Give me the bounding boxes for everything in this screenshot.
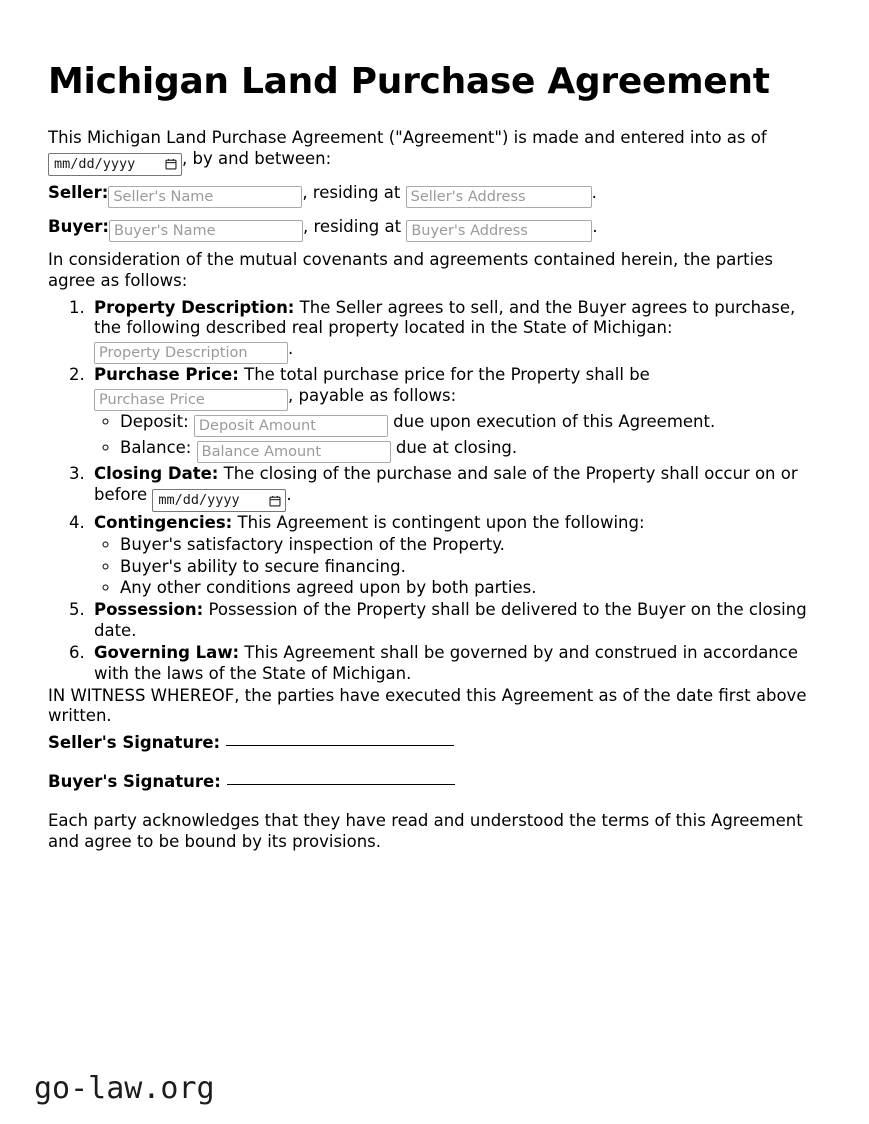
possession-label: Possession: bbox=[94, 599, 204, 619]
seller-party-line bbox=[48, 182, 821, 208]
term-purchase-price bbox=[90, 365, 821, 463]
closing-date-placeholder: mm/dd/yyyy bbox=[158, 492, 240, 509]
contingencies-text: This Agreement is contingent upon the following: bbox=[237, 513, 645, 533]
seller-name-input[interactable] bbox=[108, 186, 302, 208]
term-contingencies bbox=[90, 513, 821, 598]
deposit-amount-input[interactable] bbox=[194, 415, 388, 437]
seller-signature-label: Seller's Signature: bbox=[48, 733, 221, 753]
payment-breakdown-list bbox=[94, 411, 821, 463]
possession-text: Possession of the Property shall be delivered to the Buyer on the closing date. bbox=[94, 599, 807, 640]
buyer-name-input[interactable] bbox=[109, 220, 303, 242]
calendar-icon bbox=[165, 158, 177, 170]
property-description-period: . bbox=[288, 339, 294, 359]
seller-signature-row bbox=[48, 733, 821, 752]
agreement-date-box[interactable] bbox=[48, 153, 182, 176]
contingencies-label: Contingencies: bbox=[94, 513, 233, 533]
seller-address-input[interactable] bbox=[406, 186, 592, 208]
seller-signature-line[interactable] bbox=[226, 745, 454, 746]
intro-paragraph bbox=[48, 128, 821, 176]
purchase-price-text: The total purchase price for the Property shall be bbox=[244, 365, 650, 385]
balance-amount-input[interactable] bbox=[197, 441, 391, 463]
list-item: ◦ Buyer's ability to secure financing. bbox=[120, 556, 821, 577]
calendar-icon bbox=[269, 495, 281, 507]
term-governing-law bbox=[90, 643, 821, 685]
closing-paragraph: Each party acknowledges that they have read and understood the terms of this Agreement and agree to be bound by its provisions. bbox=[48, 811, 803, 852]
term-possession bbox=[90, 600, 821, 642]
consideration-paragraph: In consideration of the mutual covenants and agreements contained herein, the parties agree as follows: bbox=[48, 249, 773, 290]
buyer-signature-label: Buyer's Signature: bbox=[48, 772, 221, 792]
purchase-price-label: Purchase Price: bbox=[94, 365, 239, 385]
witness-paragraph: IN WITNESS WHEREOF, the parties have executed this Agreement as of the date first above written. bbox=[48, 685, 807, 726]
seller-residing-text: , residing at bbox=[302, 182, 401, 202]
balance-suffix-text: due at closing. bbox=[395, 438, 518, 458]
terms-list bbox=[48, 298, 821, 685]
contingencies-list bbox=[94, 534, 821, 598]
list-item: ◦ Buyer's satisfactory inspection of the Property. bbox=[120, 534, 821, 555]
list-item: ◦ Any other conditions agreed upon by both parties. bbox=[120, 577, 821, 598]
term-property-description bbox=[90, 298, 821, 365]
buyer-period: . bbox=[592, 216, 598, 236]
intro-prefix-text: This Michigan Land Purchase Agreement ("Agreement") is made and entered into as of bbox=[48, 127, 767, 147]
site-watermark: go-law.org bbox=[34, 1071, 215, 1106]
deposit-suffix-text: due upon execution of this Agreement. bbox=[393, 412, 716, 432]
term-closing-date bbox=[90, 464, 821, 512]
deposit-label: Deposit: bbox=[120, 412, 189, 432]
governing-law-text: This Agreement shall be governed by and construed in accordance with the laws of the State of Michigan. bbox=[94, 642, 798, 683]
balance-label: Balance: bbox=[120, 438, 192, 458]
agreement-date-placeholder: mm/dd/yyyy bbox=[54, 155, 136, 172]
agreement-date-input[interactable] bbox=[48, 153, 182, 176]
page-title: Michigan Land Purchase Agreement bbox=[48, 61, 770, 102]
deposit-item bbox=[120, 411, 821, 437]
buyer-signature-row bbox=[48, 772, 821, 791]
property-description-label: Property Description: bbox=[94, 297, 295, 317]
buyer-signature-line[interactable] bbox=[227, 784, 455, 785]
governing-law-label: Governing Law: bbox=[94, 642, 240, 662]
closing-date-text: The closing of the purchase and sale of the Property shall occur on or before bbox=[94, 464, 798, 505]
buyer-label: Buyer: bbox=[48, 216, 110, 236]
closing-date-label: Closing Date: bbox=[94, 464, 219, 484]
closing-date-period: . bbox=[286, 485, 292, 505]
balance-item bbox=[120, 437, 821, 463]
property-description-input[interactable] bbox=[94, 342, 288, 364]
buyer-residing-text: , residing at bbox=[303, 216, 402, 236]
purchase-price-payable-text: , payable as follows: bbox=[288, 386, 457, 406]
buyer-address-input[interactable] bbox=[406, 220, 592, 242]
intro-suffix-text: , by and between: bbox=[182, 148, 332, 168]
property-description-text: The Seller agrees to sell, and the Buyer agrees to purchase, the following described real property located in the State of Michigan: bbox=[94, 297, 796, 338]
closing-date-input[interactable] bbox=[152, 489, 286, 512]
closing-date-box[interactable] bbox=[152, 489, 286, 512]
seller-label: Seller: bbox=[48, 182, 109, 202]
seller-period: . bbox=[591, 182, 597, 202]
purchase-price-input[interactable] bbox=[94, 389, 288, 411]
buyer-party-line bbox=[48, 216, 821, 242]
